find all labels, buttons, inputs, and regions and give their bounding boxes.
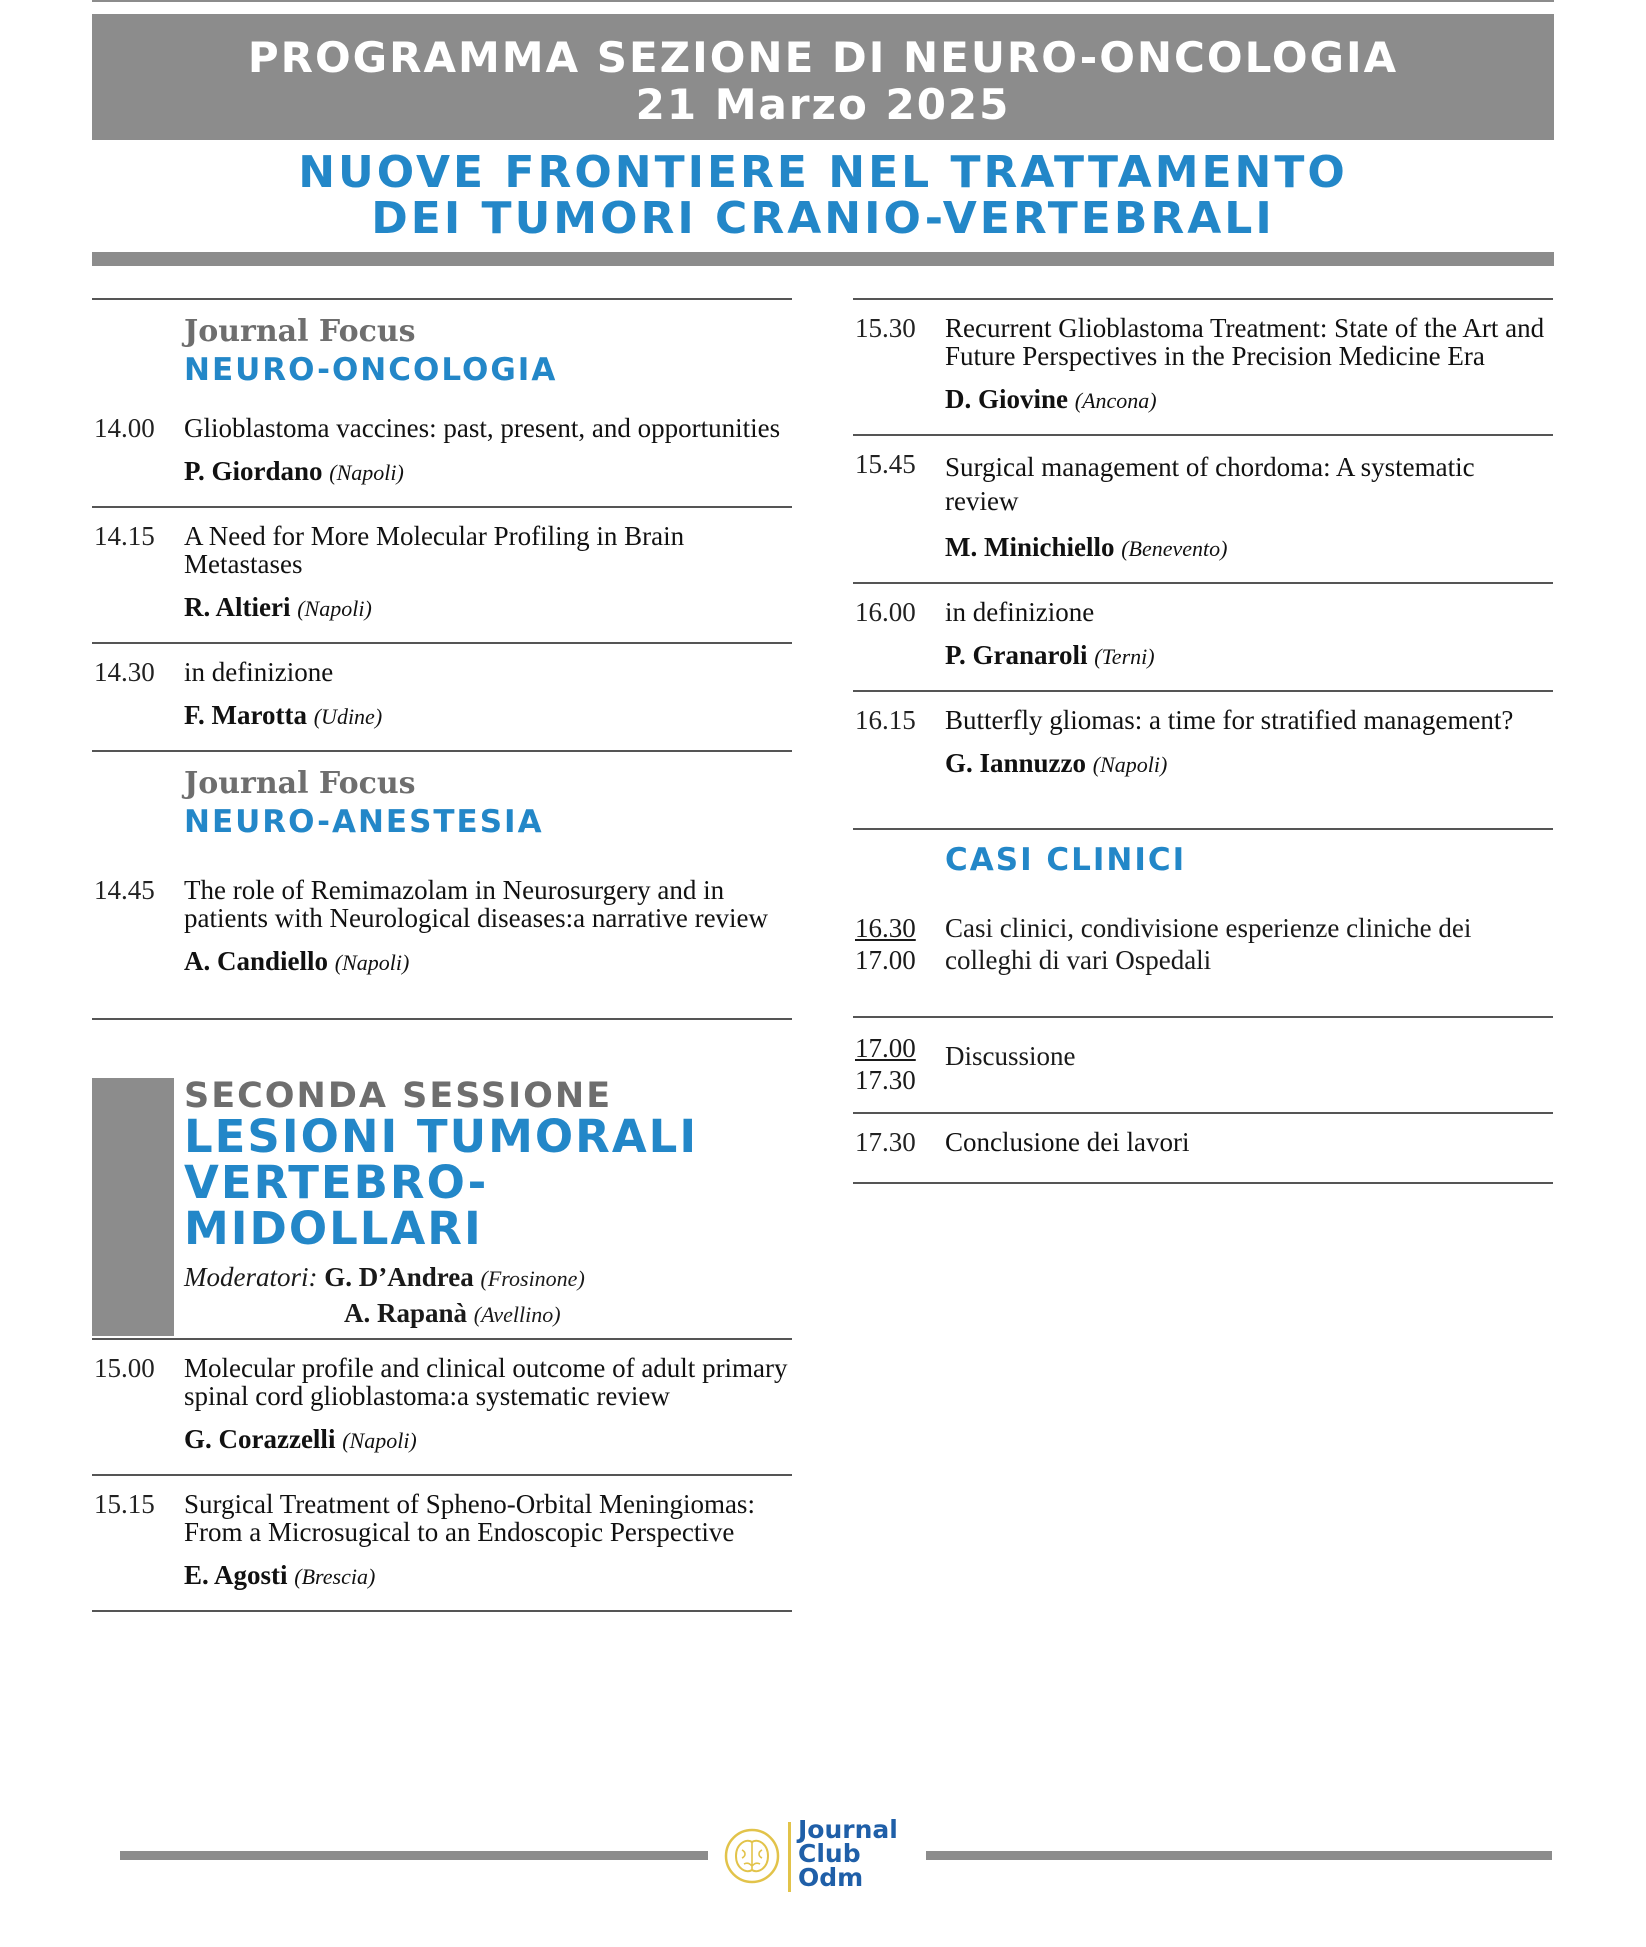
- logo-wordmark: [798, 1815, 898, 1892]
- entry-title: The role of Remimazolam in Neurosurgery and in patients with Neurological diseases:a narrative review: [184, 875, 769, 933]
- right-column: [853, 298, 1553, 1184]
- speaker-city: (Ancona): [1074, 388, 1157, 413]
- program-entry: [853, 300, 1553, 434]
- speaker-city: (Benevento): [1121, 536, 1228, 561]
- speaker-name: R. Altieri: [184, 592, 291, 622]
- entry-time: 15.45: [855, 449, 916, 479]
- moderator-city: (Frosinone): [480, 1266, 585, 1291]
- program-date: 21 Marzo 2025: [635, 80, 1011, 129]
- program-entry: [92, 862, 792, 1018]
- event-title: [92, 147, 1554, 244]
- entry-speaker: [945, 748, 1553, 780]
- entry-time-start: 17.00: [855, 1033, 916, 1063]
- program-title: PROGRAMMA SEZIONE DI NEURO-ONCOLOGIA: [247, 33, 1399, 82]
- top-rule: [92, 0, 1554, 2]
- entry-speaker: [184, 700, 792, 732]
- title-rule: [92, 252, 1554, 266]
- program-entry: [853, 692, 1553, 828]
- session-label: SECONDA SESSIONE: [184, 1076, 613, 1116]
- entry-speaker: [184, 1560, 792, 1592]
- entry-time: 15.30: [855, 313, 916, 343]
- speaker-city: (Napoli): [329, 460, 404, 485]
- entry-time: 14.00: [94, 413, 155, 443]
- speaker-name: P. Giordano: [184, 456, 323, 486]
- logo-line1: Journal: [798, 1815, 898, 1844]
- entry-time: 16.15: [855, 705, 916, 735]
- entry-speaker: [945, 640, 1553, 672]
- session-side-bar: [92, 1078, 174, 1336]
- entry-time: 15.15: [94, 1489, 155, 1519]
- program-entry: [92, 1476, 792, 1610]
- session-title-line1: LESIONI TUMORALI: [184, 1110, 699, 1163]
- footer-rule-right: [926, 1851, 1552, 1860]
- program-entry: [92, 644, 792, 750]
- journal-focus-oncology: [92, 300, 792, 400]
- entry-speaker: [945, 384, 1553, 416]
- speaker-name: M. Minichiello: [945, 532, 1115, 562]
- entry-title: A Need for More Molecular Profiling in Brain Metastases: [184, 521, 685, 579]
- program-entry: [92, 1340, 792, 1474]
- entry-title: Discussione: [945, 1041, 1076, 1071]
- session-title-line3: MIDOLLARI: [184, 1202, 483, 1255]
- speaker-city: (Napoli): [1092, 752, 1168, 777]
- entry-time-end: 17.00: [855, 945, 916, 975]
- moderators-label: Moderatori:: [184, 1262, 318, 1292]
- entry-time: 15.00: [94, 1353, 155, 1383]
- session-title-line2: VERTEBRO-: [184, 1156, 489, 1209]
- moderator-name: G. D’Andrea: [324, 1262, 474, 1292]
- speaker-name: A. Candiello: [184, 946, 329, 976]
- moderator-name: A. Rapanà: [344, 1298, 468, 1328]
- entry-time-range: [855, 912, 916, 976]
- speaker-city: (Napoli): [334, 950, 410, 975]
- entry-title: Molecular profile and clinical outcome of adult primary spinal cord glioblastoma:a systematic review: [184, 1353, 788, 1411]
- entry-speaker: [184, 1424, 792, 1456]
- casi-clinici-heading: CASI CLINICI: [945, 842, 1187, 878]
- entry-title: Surgical Treatment of Spheno-Orbital Meningiomas: From a Microsugical to an Endoscopic Perspective: [184, 1489, 755, 1547]
- entry-time-start: 16.30: [855, 913, 916, 943]
- divider: [92, 1018, 792, 1020]
- speaker-city: (Terni): [1094, 644, 1155, 669]
- entry-time-end: 17.30: [855, 1065, 916, 1095]
- entry-speaker: [184, 456, 792, 488]
- logo-divider: [788, 1822, 791, 1892]
- entry-title: Glioblastoma vaccines: past, present, and opportunities: [184, 413, 781, 443]
- divider: [853, 1182, 1553, 1184]
- entry-title: Surgical management of chordoma: A systematic review: [945, 452, 1475, 516]
- focus-topic: NEURO-ANESTESIA: [184, 804, 544, 840]
- speaker-name: G. Iannuzzo: [945, 748, 1087, 778]
- program-entry: [853, 1018, 1553, 1112]
- second-session-block: [92, 1078, 792, 1338]
- brain-icon: [722, 1826, 782, 1886]
- journal-focus-anesthesia: [92, 752, 792, 862]
- entry-title: Butterfly gliomas: a time for stratified management?: [945, 705, 1514, 735]
- entry-time: 17.30: [855, 1127, 916, 1157]
- speaker-name: E. Agosti: [184, 1560, 288, 1590]
- entry-speaker: [945, 532, 1553, 564]
- moderator-city: (Avellino): [473, 1302, 561, 1327]
- program-entry: [92, 400, 792, 506]
- focus-label: Journal Focus: [184, 314, 416, 349]
- entry-time: 14.30: [94, 657, 155, 687]
- focus-label: Journal Focus: [184, 766, 416, 801]
- speaker-city: (Brescia): [294, 1564, 376, 1589]
- program-entry: [853, 1114, 1553, 1182]
- program-entry: [92, 508, 792, 642]
- header-band: [92, 14, 1554, 140]
- footer-rule-left: [120, 1851, 708, 1860]
- entry-title: in definizione: [184, 657, 334, 687]
- program-entry: [853, 436, 1553, 582]
- logo-line3: Odm: [798, 1863, 864, 1892]
- speaker-city: (Napoli): [342, 1428, 417, 1453]
- moderators: [184, 1260, 698, 1332]
- entry-title: in definizione: [945, 597, 1095, 627]
- logo-line2: Club: [798, 1839, 861, 1868]
- program-entry: [853, 898, 1553, 1016]
- entry-title: Conclusione dei lavori: [945, 1127, 1190, 1157]
- speaker-name: P. Granaroli: [945, 640, 1088, 670]
- speaker-name: D. Giovine: [945, 384, 1069, 414]
- speaker-city: (Napoli): [297, 596, 372, 621]
- entry-title: Casi clinici, condivisione esperienze cliniche dei colleghi di vari Ospedali: [945, 913, 1472, 975]
- entry-time: 16.00: [855, 597, 916, 627]
- entry-time-range: [855, 1032, 916, 1096]
- program-entry: [853, 584, 1553, 690]
- entry-title: Recurrent Glioblastoma Treatment: State of the Art and Future Perspectives in the Precision Medicine Era: [945, 313, 1545, 371]
- journal-club-logo: [722, 1815, 918, 1894]
- event-title-line2: DEI TUMORI CRANIO-VERTEBRALI: [371, 193, 1275, 244]
- entry-speaker: [184, 592, 792, 624]
- speaker-city: (Udine): [313, 704, 383, 729]
- divider: [92, 1610, 792, 1612]
- left-column: [92, 298, 792, 1612]
- entry-speaker: [184, 946, 792, 978]
- speaker-name: G. Corazzelli: [184, 1424, 336, 1454]
- entry-time: 14.15: [94, 521, 155, 551]
- speaker-name: F. Marotta: [184, 700, 307, 730]
- focus-topic: NEURO-ONCOLOGIA: [184, 352, 558, 388]
- event-title-line1: NUOVE FRONTIERE NEL TRATTAMENTO: [298, 147, 1348, 198]
- entry-time: 14.45: [94, 875, 155, 905]
